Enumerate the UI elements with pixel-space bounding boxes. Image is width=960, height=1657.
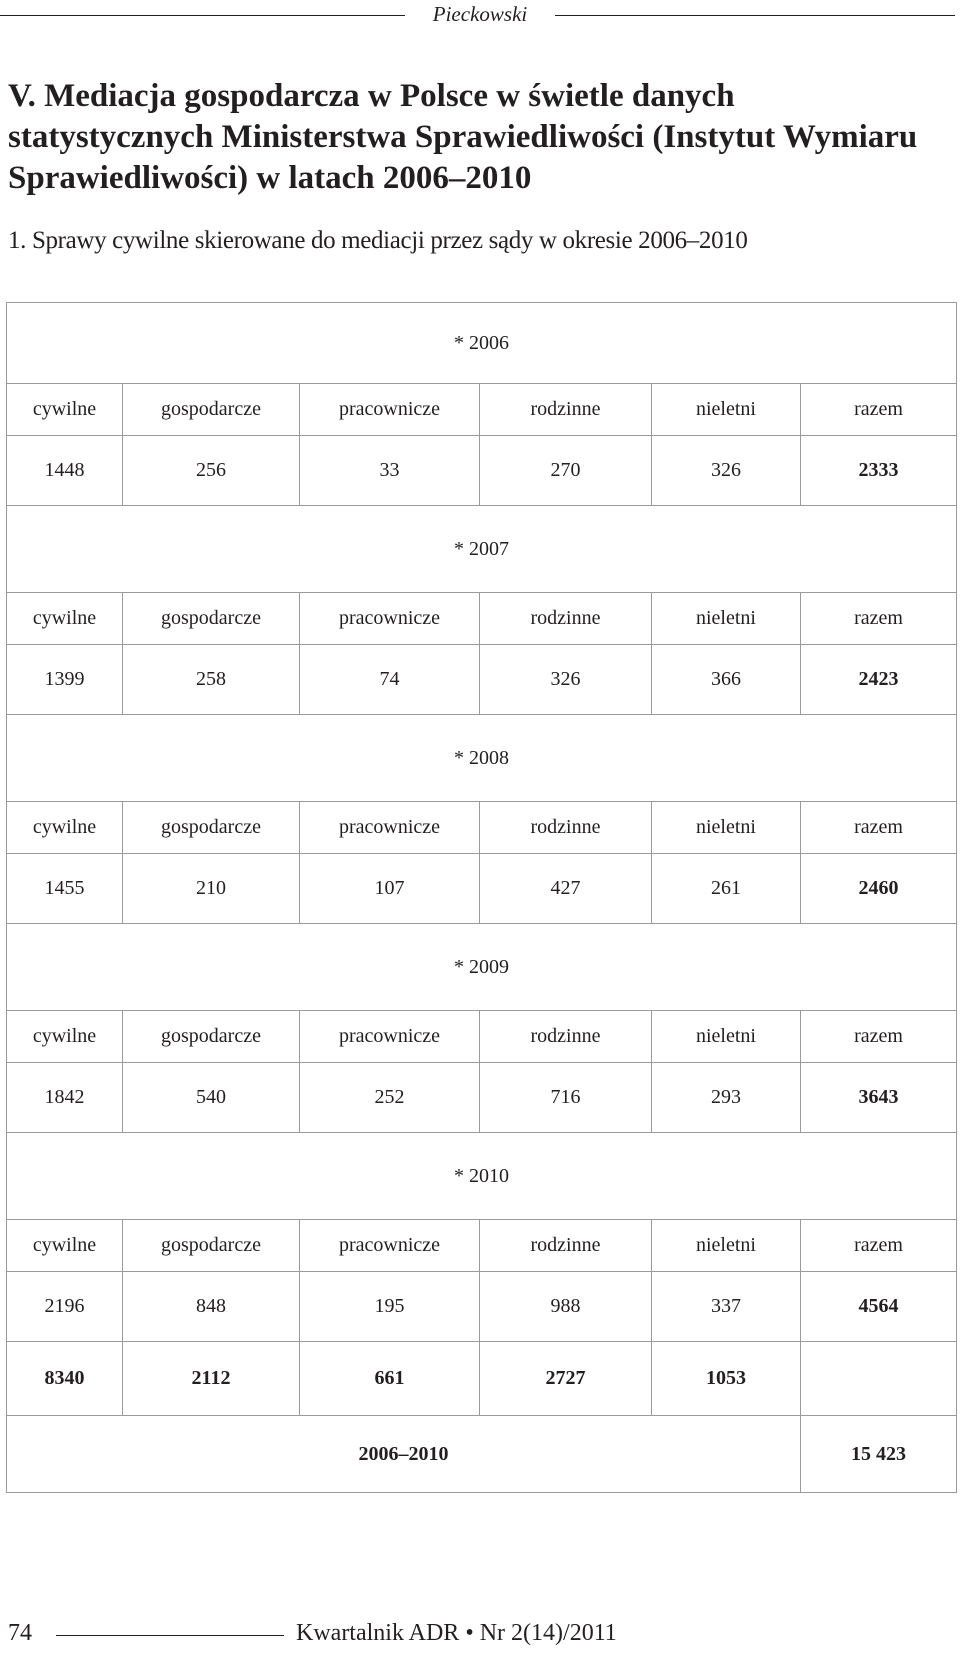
column-labels-row <box>7 1011 957 1063</box>
category-sum-cell: 2112 <box>123 1342 300 1416</box>
year-header-row <box>7 715 957 802</box>
column-label: cywilne <box>7 593 123 645</box>
journal-name: Kwartalnik ADR • Nr 2(14)/2011 <box>296 1620 617 1646</box>
value-cell: 293 <box>652 1063 801 1133</box>
value-cell: 337 <box>652 1272 801 1342</box>
year-total-cell: 2423 <box>801 645 957 715</box>
value-cell: 427 <box>480 854 652 924</box>
value-cell: 988 <box>480 1272 652 1342</box>
value-cell: 366 <box>652 645 801 715</box>
year-label: * 2010 <box>7 1133 957 1220</box>
chapter-title: V. Mediacja gospodarcza w Polsce w świetle danych statystycznych Ministerstwa Sprawiedliwości (Instytut Wymiaru Sprawiedliwości) w latach 2006–2010 <box>8 78 918 196</box>
running-header <box>0 0 960 32</box>
column-label: rodzinne <box>480 1011 652 1063</box>
period-label: 2006–2010 <box>7 1416 801 1493</box>
value-cell: 270 <box>480 436 652 506</box>
column-label: razem <box>801 1011 957 1063</box>
year-label: * 2009 <box>7 924 957 1011</box>
values-row <box>7 854 957 924</box>
column-label: pracownicze <box>300 384 480 436</box>
year-total-cell: 3643 <box>801 1063 957 1133</box>
value-cell: 33 <box>300 436 480 506</box>
category-sum-cell: 1053 <box>652 1342 801 1416</box>
column-labels-row <box>7 593 957 645</box>
value-cell: 210 <box>123 854 300 924</box>
footer-rule <box>56 1635 284 1636</box>
value-cell: 1448 <box>7 436 123 506</box>
values-row <box>7 645 957 715</box>
column-label: gospodarcze <box>123 384 300 436</box>
column-label: razem <box>801 593 957 645</box>
column-label: cywilne <box>7 1220 123 1272</box>
column-label: rodzinne <box>480 384 652 436</box>
year-total-cell: 2333 <box>801 436 957 506</box>
value-cell: 540 <box>123 1063 300 1133</box>
column-label: nieletni <box>652 593 801 645</box>
column-label: pracownicze <box>300 1220 480 1272</box>
value-cell: 1842 <box>7 1063 123 1133</box>
value-cell: 848 <box>123 1272 300 1342</box>
grand-total-row <box>7 1416 957 1493</box>
column-label: gospodarcze <box>123 1011 300 1063</box>
year-label: * 2007 <box>7 506 957 593</box>
year-header-row <box>7 303 957 384</box>
column-label: nieletni <box>652 384 801 436</box>
table-caption: 1. Sprawy cywilne skierowane do mediacji przez sądy w okresie 2006–2010 <box>8 227 748 254</box>
column-labels-row <box>7 384 957 436</box>
statistics-table-body <box>7 303 957 1493</box>
values-row <box>7 1063 957 1133</box>
category-sum-cell: 661 <box>300 1342 480 1416</box>
column-label: rodzinne <box>480 1220 652 1272</box>
value-cell: 261 <box>652 854 801 924</box>
value-cell: 1455 <box>7 854 123 924</box>
statistics-table <box>6 302 957 1493</box>
category-sums-row <box>7 1342 957 1416</box>
column-labels-row <box>7 1220 957 1272</box>
column-label: cywilne <box>7 802 123 854</box>
value-cell: 326 <box>480 645 652 715</box>
column-label: razem <box>801 802 957 854</box>
year-label: * 2008 <box>7 715 957 802</box>
column-label: gospodarcze <box>123 1220 300 1272</box>
year-header-row <box>7 924 957 1011</box>
grand-total-cell: 15 423 <box>801 1416 957 1493</box>
value-cell: 252 <box>300 1063 480 1133</box>
value-cell: 195 <box>300 1272 480 1342</box>
column-label: cywilne <box>7 384 123 436</box>
values-row <box>7 436 957 506</box>
header-rule-right <box>555 15 955 16</box>
category-sum-cell: 8340 <box>7 1342 123 1416</box>
column-label: cywilne <box>7 1011 123 1063</box>
value-cell: 326 <box>652 436 801 506</box>
year-header-row <box>7 506 957 593</box>
column-label: pracownicze <box>300 1011 480 1063</box>
column-label: razem <box>801 1220 957 1272</box>
column-label: razem <box>801 384 957 436</box>
value-cell: 256 <box>123 436 300 506</box>
column-label: rodzinne <box>480 593 652 645</box>
header-rule-left <box>0 15 405 16</box>
column-label: nieletni <box>652 802 801 854</box>
running-header-author: Pieckowski <box>432 2 528 26</box>
column-label: gospodarcze <box>123 802 300 854</box>
category-sum-cell: 2727 <box>480 1342 652 1416</box>
column-label: rodzinne <box>480 802 652 854</box>
value-cell: 258 <box>123 645 300 715</box>
year-total-cell: 4564 <box>801 1272 957 1342</box>
values-row <box>7 1272 957 1342</box>
year-total-cell: 2460 <box>801 854 957 924</box>
column-label: pracownicze <box>300 593 480 645</box>
column-label: pracownicze <box>300 802 480 854</box>
column-label: gospodarcze <box>123 593 300 645</box>
column-label: nieletni <box>652 1220 801 1272</box>
column-label: nieletni <box>652 1011 801 1063</box>
value-cell: 2196 <box>7 1272 123 1342</box>
value-cell: 74 <box>300 645 480 715</box>
page-number: 74 <box>8 1620 32 1646</box>
column-labels-row <box>7 802 957 854</box>
empty-cell <box>801 1342 957 1416</box>
value-cell: 107 <box>300 854 480 924</box>
year-label: * 2006 <box>7 303 957 384</box>
page-footer <box>0 1620 960 1656</box>
year-header-row <box>7 1133 957 1220</box>
value-cell: 1399 <box>7 645 123 715</box>
value-cell: 716 <box>480 1063 652 1133</box>
